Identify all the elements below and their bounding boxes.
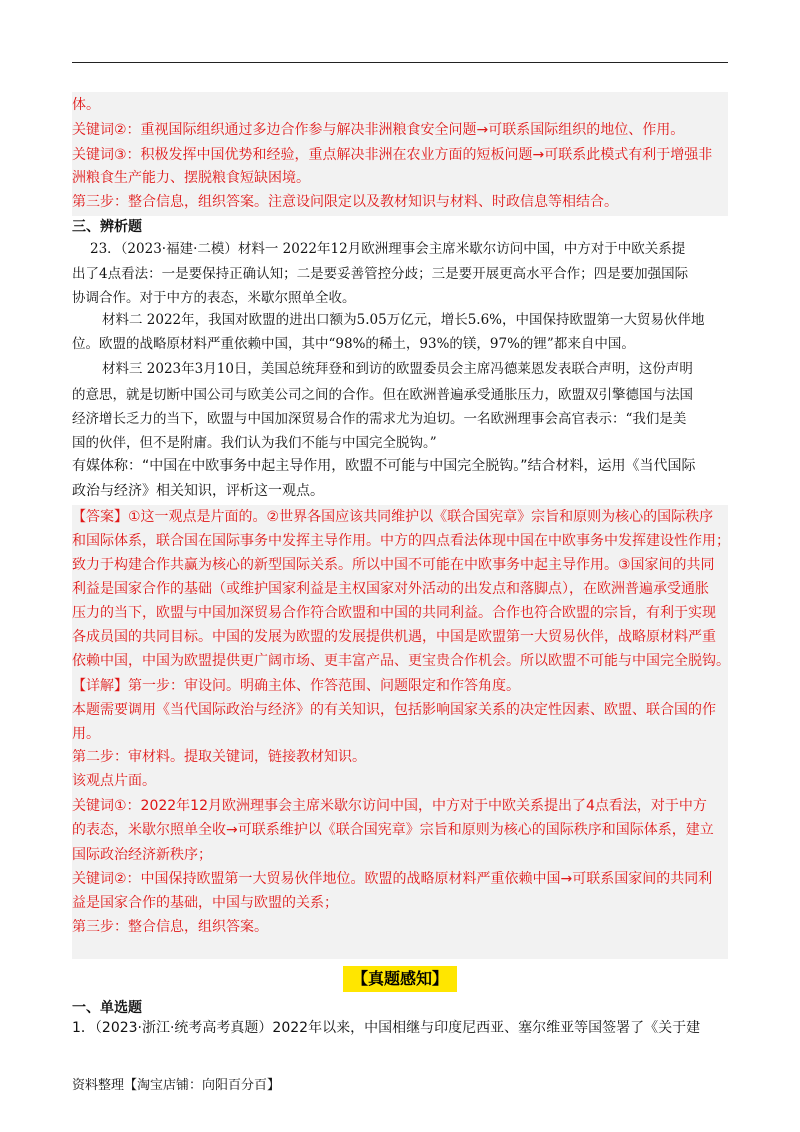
answer-line: 和国际体系，联合国在国际事务中发挥主导作用。中方的四点看法体现中国在中欧事务中发挥建设性作用； — [72, 533, 730, 549]
answer-line: 关键词①：2022年12月欧洲理事会主席米歇尔访问中国，中方对于中欧关系提出了4点看法，对于中方 — [72, 798, 707, 814]
question-line: 材料二 2022年，我国对欧盟的进出口额为5.05万亿元，增长5.6%，中国保持欧盟第一大贸易伙伴地 — [102, 312, 705, 328]
question-line: 的意思，就是切断中国公司与欧美公司之间的合作。但在欧洲普遍承受通胀压力，欧盟双引擎德国与法国 — [72, 387, 693, 403]
question-line: 有媒体称：“中国在中欧事务中起主导作用，欧盟不可能与中国完全脱钩。”结合材料，运用《当代国际 — [72, 458, 696, 474]
question-line: 经济增长乏力的当下，欧盟与中国加深贸易合作的需求尤为迫切。一名欧洲理事会高官表示：“我们是美 — [72, 411, 687, 427]
answer-line: 益是国家合作的基础，中国与欧盟的关系； — [72, 895, 338, 911]
analysis-line: 洲粮食生产能力、摆脱粮食短缺困境。 — [72, 170, 310, 186]
question-line: 政治与经济》相关知识，评析这一观点。 — [72, 483, 324, 499]
answer-line: 【答案】①这一观点是片面的。②世界各国应该共同维护以《联合国宪章》宗旨和原则为核心的国际秩序 — [72, 509, 714, 525]
analysis-line: 关键词③：积极发挥中国优势和经验，重点解决非洲在农业方面的短板问题→可联系此模式有利于增强非 — [72, 147, 713, 163]
answer-line: 各成员国的共同目标。中国的发展为欧盟的发展提供机遇，中国是欧盟第一大贸易伙伴，战略原材料严重 — [72, 629, 716, 645]
question-line: 国的伙伴，但不是附庸。我们认为我们不能与中国完全脱钩。” — [72, 435, 437, 451]
answer-line: 依赖中国，中国为欧盟提供更广阔市场、更丰富产品、更宝贵合作机会。所以欧盟不可能与中国完全脱钩。 — [72, 653, 730, 669]
footer-source: 资料整理【淘宝店铺：向阳百分百】 — [72, 1078, 281, 1093]
mcq-question-line: 1．（2023·浙江·统考高考真题）2022年以来，中国相继与印度尼西亚、塞尔维亚等国签署了《关于建 — [72, 1020, 701, 1036]
answer-line: 用。 — [72, 726, 100, 742]
answer-line: 本题需要调用《当代国际政治与经济》的有关知识，包括影响国家关系的决定性因素、欧盟、联合国的作 — [72, 702, 716, 718]
answer-line: 的表态，米歇尔照单全收→可联系维护以《联合国宪章》宗旨和原则为核心的国际秩序和国际体系，建立 — [72, 822, 714, 838]
question-line: 23．（2023·福建·二模）材料一 2022年12月欧洲理事会主席米歇尔访问中国，中方对于中欧关系提 — [90, 241, 686, 257]
question-line: 协调合作。对于中方的表态，米歇尔照单全收。 — [72, 290, 356, 306]
answer-line: 关键词②：中国保持欧盟第一大贸易伙伴地位。欧盟的战略原材料严重依赖中国→可联系国家间的共同利 — [72, 871, 713, 887]
question-line: 出了4点看法：一是要保持正确认知；二是要妥善管控分歧；三是要开展更高水平合作；四是要加强国际 — [72, 266, 689, 282]
question-line: 材料三 2023年3月10日，美国总统拜登和到访的欧盟委员会主席冯德莱恩发表联合声明，这份声明 — [102, 361, 693, 377]
mcq-heading: 一、单选题 — [72, 1000, 142, 1016]
answer-line: 压力的当下，欧盟与中国加深贸易合作符合欧盟和中国的共同利益。合作也符合欧盟的宗旨，有利于实现 — [72, 605, 716, 621]
analysis-line: 关键词②：重视国际组织通过多边合作参与解决非洲粮食安全问题→可联系国际组织的地位、作用。 — [72, 122, 685, 138]
answer-line: 利益是国家合作的基础（或维护国家利益是主权国家对外活动的出发点和落脚点），在欧洲普遍承受通胀 — [72, 581, 709, 597]
answer-line: 致力于构建合作共赢为核心的新型国际关系。所以中国不可能在中欧事务中起主导作用。③国家间的共同 — [72, 557, 715, 573]
header-rule — [72, 62, 728, 63]
answer-line: 第二步：审材料。提取关键词，链接教材知识。 — [72, 749, 366, 765]
answer-line: 【详解】第一步：审设问。明确主体、作答范围、问题限定和作答角度。 — [72, 678, 520, 694]
answer-line: 该观点片面。 — [72, 773, 156, 789]
analysis-line: 第三步：整合信息，组织答案。注意设问限定以及教材知识与材料、时政信息等相结合。 — [72, 194, 618, 210]
answer-line: 第三步：整合信息，组织答案。 — [72, 919, 268, 935]
analysis-line: 体。 — [72, 97, 100, 113]
question-line: 位。欧盟的战略原材料严重依赖中国，其中“98%的稀土，93%的镁，97%的锂”都来自中国。 — [72, 336, 635, 352]
section-heading: 三、辨析题 — [72, 219, 142, 235]
section-banner: 【真题感知】 — [343, 966, 457, 992]
answer-line: 国际政治经济新秩序； — [72, 847, 212, 863]
